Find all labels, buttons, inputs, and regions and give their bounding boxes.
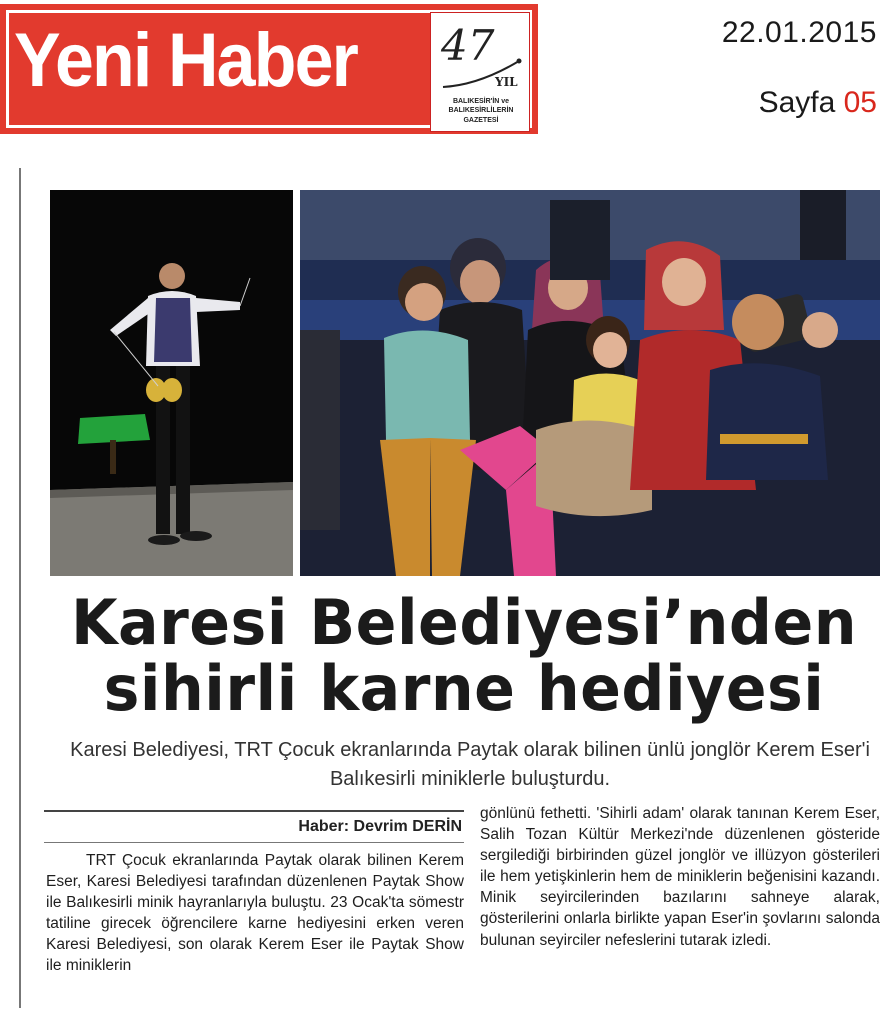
audience-photo bbox=[300, 190, 880, 576]
newspaper-name: Yeni Haber bbox=[14, 18, 358, 103]
masthead-logo bbox=[0, 4, 538, 134]
article-paragraph-2: gönlünü fethetti. 'Sihirli adam' olarak tanınan Kerem Eser, Salih Tozan Kültür Merkezi'nde düzenlenen gösteride sergilediği birbirinden güzel jonglör ve illüzyon gösterileri ile hem yetişkinlerin hem de miniklerin beğenisini kazandı. Minik seyircilerinden bazılarını sahneye alarak, gösterilerini onlarla birlikte yapan Eser'in şovlarını salonda bulunan seyirciler nefeslerini tutarak izledi. bbox=[480, 805, 880, 949]
article-paragraph-1: TRT Çocuk ekranlarında Paytak olarak bilinen Kerem Eser, Karesi Belediyesi tarafından düzenlenen Paytak Show ile Balıkesirli minik hayranlarıyla buluştu. 23 Ocak'ta sömestr tatiline girecek öğrencilere karne hediyesini erken veren Karesi Belediyesi, son olarak Kerem Eser ile Paytak Show ile miniklerin bbox=[46, 852, 464, 975]
audience-photo-icon bbox=[300, 190, 880, 576]
anniversary-number: 47 bbox=[441, 21, 495, 70]
byline-rule-top bbox=[44, 810, 464, 812]
page-number-value: 05 bbox=[843, 86, 877, 119]
juggler-photo-icon bbox=[50, 190, 293, 576]
article-byline: Haber: Devrim DERİN bbox=[298, 818, 462, 835]
page-number bbox=[759, 86, 877, 120]
anniversary-badge bbox=[430, 12, 530, 132]
article-headline: Karesi Belediyesi’nden sihirli karne hediyesi bbox=[70, 586, 858, 725]
byline-rule-bottom bbox=[44, 842, 464, 843]
newspaper-tagline: BALIKESİR'İN ve BALIKESİRLİLERİN GAZETESİ bbox=[448, 98, 514, 124]
article-column-1 bbox=[46, 850, 464, 977]
anniversary-unit: YIL bbox=[495, 75, 518, 89]
column-divider bbox=[19, 168, 21, 1008]
article-column-2 bbox=[480, 803, 880, 951]
juggler-photo bbox=[50, 190, 293, 576]
page-label: Sayfa bbox=[758, 86, 836, 119]
article-subheadline: Karesi Belediyesi, TRT Çocuk ekranlarında Paytak olarak bilinen ünlü jonglör Kerem Eser'i Balıkesirli miniklerle buluşturdu. bbox=[70, 739, 870, 790]
issue-date: 22.01.2015 bbox=[721, 16, 877, 49]
